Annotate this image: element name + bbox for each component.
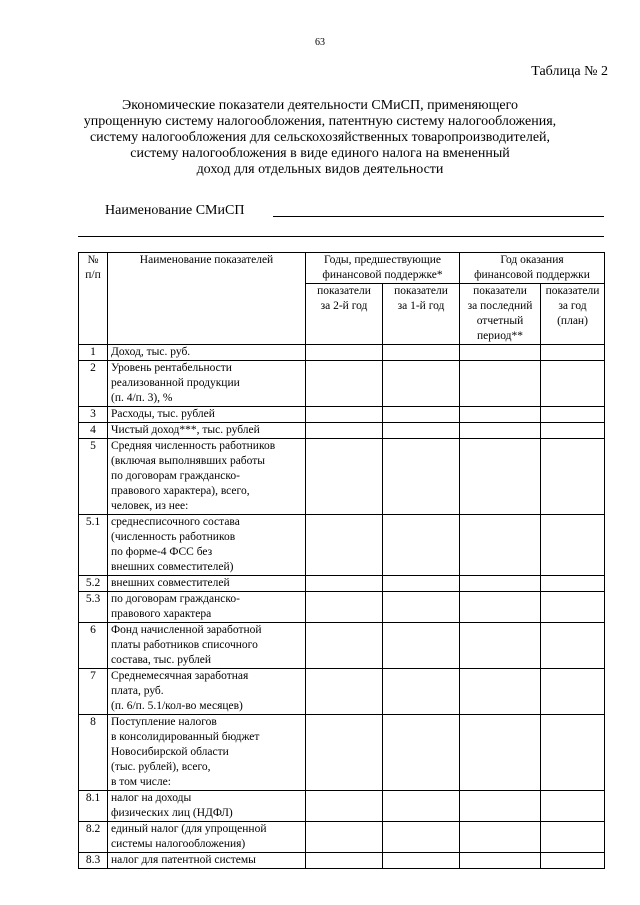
indicator-name-line: реализованной продукции bbox=[111, 377, 240, 389]
indicator-name bbox=[108, 345, 306, 361]
row-number: 1 bbox=[79, 345, 108, 361]
table-row bbox=[79, 791, 605, 822]
value-1st-year-cell[interactable] bbox=[383, 592, 460, 623]
indicator-name-line: Поступление налогов bbox=[111, 716, 217, 728]
value-1st-year-cell[interactable] bbox=[383, 669, 460, 715]
row-number: 2 bbox=[79, 361, 108, 407]
value-plan-year-cell[interactable] bbox=[541, 345, 605, 361]
indicator-name-line: Средняя численность работников bbox=[111, 440, 276, 452]
indicator-name bbox=[108, 361, 306, 407]
indicator-name bbox=[108, 715, 306, 791]
row-number: 7 bbox=[79, 669, 108, 715]
row-number: 4 bbox=[79, 423, 108, 439]
value-2nd-year-cell[interactable] bbox=[306, 361, 383, 407]
value-2nd-year-cell[interactable] bbox=[306, 669, 383, 715]
heading-line: систему налогообложения для сельскохозяйственных товаропроизводителей, bbox=[89, 130, 551, 145]
indicator-name-line: человек, из нее: bbox=[111, 500, 189, 512]
indicator-name bbox=[108, 791, 306, 822]
indicator-name-line: среднесписочного состава bbox=[111, 516, 240, 528]
indicator-name-line: (тыс. рублей), всего, bbox=[111, 761, 211, 773]
col-indicator-header: Наименование показателей bbox=[108, 253, 306, 345]
indicator-name-line: Среднемесячная заработная bbox=[111, 670, 249, 682]
row-number: 8.3 bbox=[79, 853, 108, 869]
indicator-name-line: (численность работников bbox=[111, 531, 236, 543]
table-row bbox=[79, 592, 605, 623]
indicator-name-line: Фонд начисленной заработной bbox=[111, 624, 262, 636]
value-plan-year-cell[interactable] bbox=[541, 361, 605, 407]
table-row bbox=[79, 361, 605, 407]
table-row bbox=[79, 669, 605, 715]
value-last-period-cell[interactable] bbox=[460, 361, 541, 407]
row-number: 3 bbox=[79, 407, 108, 423]
value-2nd-year-cell[interactable] bbox=[306, 576, 383, 592]
indicator-name-line: платы работников списочного bbox=[111, 639, 258, 651]
value-last-period-cell[interactable] bbox=[460, 623, 541, 669]
indicator-name-line: Уровень рентабельности bbox=[111, 362, 232, 374]
value-2nd-year-cell[interactable] bbox=[306, 592, 383, 623]
value-2nd-year-cell[interactable] bbox=[306, 345, 383, 361]
value-1st-year-cell[interactable] bbox=[383, 576, 460, 592]
value-plan-year-cell[interactable] bbox=[541, 407, 605, 423]
indicator-name bbox=[108, 669, 306, 715]
table-row bbox=[79, 576, 605, 592]
indicator-name bbox=[108, 623, 306, 669]
entity-name-continuation-line[interactable] bbox=[78, 236, 604, 237]
indicator-name-line: Доход, тыс. руб. bbox=[111, 346, 191, 358]
subcol-last-period: показатели за последний отчетный период** bbox=[460, 284, 541, 345]
subcol-plan-year: показатели за год (план) bbox=[541, 284, 605, 345]
value-2nd-year-cell[interactable] bbox=[306, 822, 383, 853]
indicator-name bbox=[108, 407, 306, 423]
row-number: 8.1 bbox=[79, 791, 108, 822]
indicator-name-line: внешних совместителей bbox=[111, 577, 230, 589]
value-plan-year-cell[interactable] bbox=[541, 623, 605, 669]
indicator-name bbox=[108, 515, 306, 576]
value-2nd-year-cell[interactable] bbox=[306, 853, 383, 869]
indicator-name bbox=[108, 439, 306, 515]
table-label: Таблица № 2 bbox=[531, 64, 608, 79]
indicator-name-line: единый налог (для упрощенной bbox=[111, 823, 267, 835]
value-last-period-cell[interactable] bbox=[460, 853, 541, 869]
value-last-period-cell[interactable] bbox=[460, 439, 541, 515]
indicator-name-line: правового характера), всего, bbox=[111, 485, 250, 497]
table-row bbox=[79, 715, 605, 791]
entity-name-label: Наименование СМиСП bbox=[105, 203, 245, 218]
value-1st-year-cell[interactable] bbox=[383, 423, 460, 439]
value-plan-year-cell[interactable] bbox=[541, 423, 605, 439]
row-number: 6 bbox=[79, 623, 108, 669]
value-last-period-cell[interactable] bbox=[460, 791, 541, 822]
value-last-period-cell[interactable] bbox=[460, 407, 541, 423]
indicator-name bbox=[108, 822, 306, 853]
value-1st-year-cell[interactable] bbox=[383, 345, 460, 361]
col-num-header: № п/п bbox=[79, 253, 108, 345]
value-last-period-cell[interactable] bbox=[460, 715, 541, 791]
indicator-name-line: по договорам гражданско- bbox=[111, 470, 240, 482]
document-heading bbox=[60, 98, 580, 178]
indicator-name-line: Чистый доход***, тыс. рублей bbox=[111, 424, 260, 436]
subcol-1st-year: показатели за 1-й год bbox=[383, 284, 460, 345]
value-2nd-year-cell[interactable] bbox=[306, 791, 383, 822]
table-row bbox=[79, 853, 605, 869]
value-plan-year-cell[interactable] bbox=[541, 822, 605, 853]
row-number: 5.1 bbox=[79, 515, 108, 576]
indicator-name-line: Новосибирской области bbox=[111, 746, 229, 758]
value-2nd-year-cell[interactable] bbox=[306, 407, 383, 423]
indicator-name-line: в том числе: bbox=[111, 776, 171, 788]
value-1st-year-cell[interactable] bbox=[383, 791, 460, 822]
indicators-table bbox=[78, 252, 605, 869]
heading-line: Экономические показатели деятельности СМиСП, применяющего bbox=[122, 98, 518, 113]
heading-line: систему налогообложения в виде единого налога на вмененный bbox=[130, 146, 510, 161]
value-last-period-cell[interactable] bbox=[460, 669, 541, 715]
page-number: 63 bbox=[315, 37, 325, 48]
indicator-name-line: Расходы, тыс. рублей bbox=[111, 408, 215, 420]
value-1st-year-cell[interactable] bbox=[383, 439, 460, 515]
indicator-name-line: налог на доходы bbox=[111, 792, 192, 804]
indicator-name-line: по договорам гражданско- bbox=[111, 593, 240, 605]
row-number: 8.2 bbox=[79, 822, 108, 853]
table-row bbox=[79, 423, 605, 439]
row-number: 5 bbox=[79, 439, 108, 515]
value-plan-year-cell[interactable] bbox=[541, 669, 605, 715]
value-1st-year-cell[interactable] bbox=[383, 361, 460, 407]
table-row bbox=[79, 407, 605, 423]
value-1st-year-cell[interactable] bbox=[383, 407, 460, 423]
indicator-name bbox=[108, 423, 306, 439]
row-number: 8 bbox=[79, 715, 108, 791]
value-2nd-year-cell[interactable] bbox=[306, 623, 383, 669]
table-row bbox=[79, 623, 605, 669]
value-1st-year-cell[interactable] bbox=[383, 715, 460, 791]
value-1st-year-cell[interactable] bbox=[383, 515, 460, 576]
value-2nd-year-cell[interactable] bbox=[306, 439, 383, 515]
value-2nd-year-cell[interactable] bbox=[306, 715, 383, 791]
value-plan-year-cell[interactable] bbox=[541, 515, 605, 576]
value-plan-year-cell[interactable] bbox=[541, 791, 605, 822]
row-number: 5.2 bbox=[79, 576, 108, 592]
value-2nd-year-cell[interactable] bbox=[306, 515, 383, 576]
indicator-name bbox=[108, 853, 306, 869]
subcol-2nd-year: показатели за 2-й год bbox=[306, 284, 383, 345]
value-plan-year-cell[interactable] bbox=[541, 853, 605, 869]
table-row bbox=[79, 439, 605, 515]
value-last-period-cell[interactable] bbox=[460, 592, 541, 623]
table-row bbox=[79, 345, 605, 361]
indicator-name-line: налог для патентной системы bbox=[111, 854, 256, 866]
value-plan-year-cell[interactable] bbox=[541, 715, 605, 791]
entity-name-field[interactable] bbox=[273, 216, 604, 217]
indicator-name-line: (п. 6/п. 5.1/кол-во месяцев) bbox=[111, 700, 243, 712]
value-last-period-cell[interactable] bbox=[460, 423, 541, 439]
row-number: 5.3 bbox=[79, 592, 108, 623]
value-last-period-cell[interactable] bbox=[460, 576, 541, 592]
indicator-name-line: правового характера bbox=[111, 608, 212, 620]
value-plan-year-cell[interactable] bbox=[541, 592, 605, 623]
value-1st-year-cell[interactable] bbox=[383, 623, 460, 669]
indicator-name-line: внешних совместителей) bbox=[111, 561, 234, 573]
indicator-name-line: в консолидированный бюджет bbox=[111, 731, 260, 743]
table-row bbox=[79, 515, 605, 576]
value-1st-year-cell[interactable] bbox=[383, 853, 460, 869]
value-plan-year-cell[interactable] bbox=[541, 576, 605, 592]
indicator-name-line: по форме-4 ФСС без bbox=[111, 546, 213, 558]
heading-line: доход для отдельных видов деятельности bbox=[196, 162, 444, 177]
indicator-name-line: состава, тыс. рублей bbox=[111, 654, 212, 666]
col-group-previous-years: Годы, предшествующие финансовой поддержке* bbox=[306, 253, 460, 284]
heading-line: упрощенную систему налогообложения, патентную систему налогообложения, bbox=[83, 114, 557, 129]
indicator-name-line: (п. 4/п. 3), % bbox=[111, 392, 173, 404]
table-row bbox=[79, 822, 605, 853]
indicator-name-line: системы налогообложения) bbox=[111, 838, 246, 850]
indicator-name bbox=[108, 592, 306, 623]
value-last-period-cell[interactable] bbox=[460, 822, 541, 853]
value-1st-year-cell[interactable] bbox=[383, 822, 460, 853]
value-last-period-cell[interactable] bbox=[460, 515, 541, 576]
indicator-name bbox=[108, 576, 306, 592]
value-plan-year-cell[interactable] bbox=[541, 439, 605, 515]
value-2nd-year-cell[interactable] bbox=[306, 423, 383, 439]
indicator-name-line: (включая выполнявших работы bbox=[111, 455, 266, 467]
col-group-support-year: Год оказания финансовой поддержки bbox=[460, 253, 605, 284]
indicator-name-line: физических лиц (НДФЛ) bbox=[111, 807, 233, 819]
indicator-name-line: плата, руб. bbox=[111, 685, 164, 697]
value-last-period-cell[interactable] bbox=[460, 345, 541, 361]
